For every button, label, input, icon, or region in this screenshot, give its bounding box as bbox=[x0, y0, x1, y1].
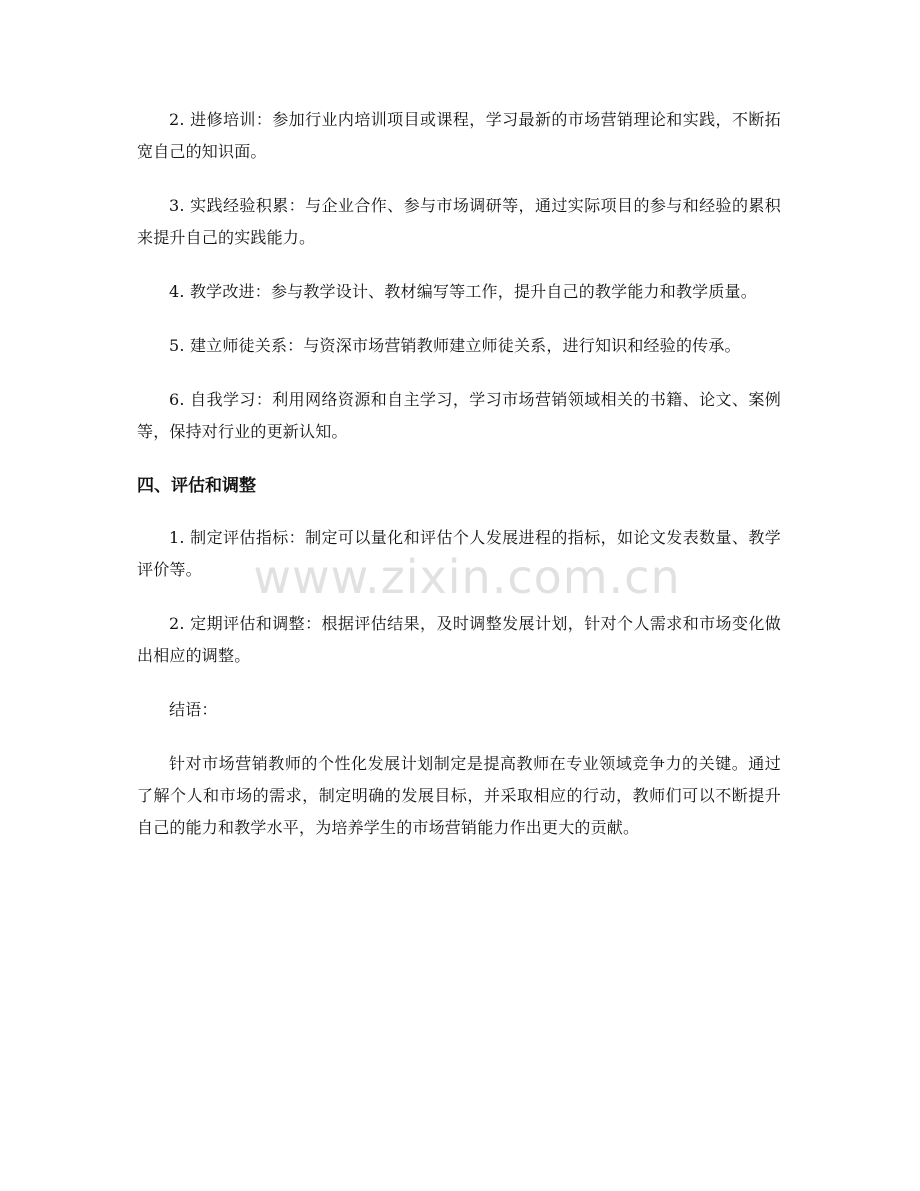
section-heading: 四、评估和调整 bbox=[137, 476, 256, 496]
paragraph-item-6: 6. 自我学习：利用网络资源和自主学习，学习市场营销领域相关的书籍、论文、案例等，保持对行业的更新认知。 bbox=[137, 390, 781, 441]
document-body bbox=[137, 104, 781, 866]
paragraph-item-3: 3. 实践经验积累：与企业合作、参与市场调研等，通过实际项目的参与和经验的累积来提升自己的实践能力。 bbox=[137, 196, 781, 247]
conclusion-label: 结语： bbox=[169, 700, 218, 719]
paragraph-eval-1: 1. 制定评估指标：制定可以量化和评估个人发展进程的指标，如论文发表数量、教学评价等。 bbox=[137, 528, 781, 579]
paragraph-eval-2: 2. 定期评估和调整：根据评估结果，及时调整发展计划，针对个人需求和市场变化做出相应的调整。 bbox=[137, 614, 781, 665]
conclusion-text: 针对市场营销教师的个性化发展计划制定是提高教师在专业领域竞争力的关键。通过了解个人和市场的需求，制定明确的发展目标，并采取相应的行动，教师们可以不断提升自己的能力和教学水平，为培养学生的市场营销能力作出更大的贡献。 bbox=[137, 754, 781, 837]
paragraph-item-5: 5. 建立师徒关系：与资深市场营销教师建立师徒关系，进行知识和经验的传承。 bbox=[169, 336, 741, 355]
watermark-text: www.zixin.com.cn bbox=[253, 550, 681, 604]
paragraph-item-2: 2. 进修培训：参加行业内培训项目或课程，学习最新的市场营销理论和实践，不断拓宽自己的知识面。 bbox=[137, 110, 781, 161]
paragraph-item-4: 4. 教学改进：参与教学设计、教材编写等工作，提升自己的教学能力和教学质量。 bbox=[169, 282, 757, 301]
